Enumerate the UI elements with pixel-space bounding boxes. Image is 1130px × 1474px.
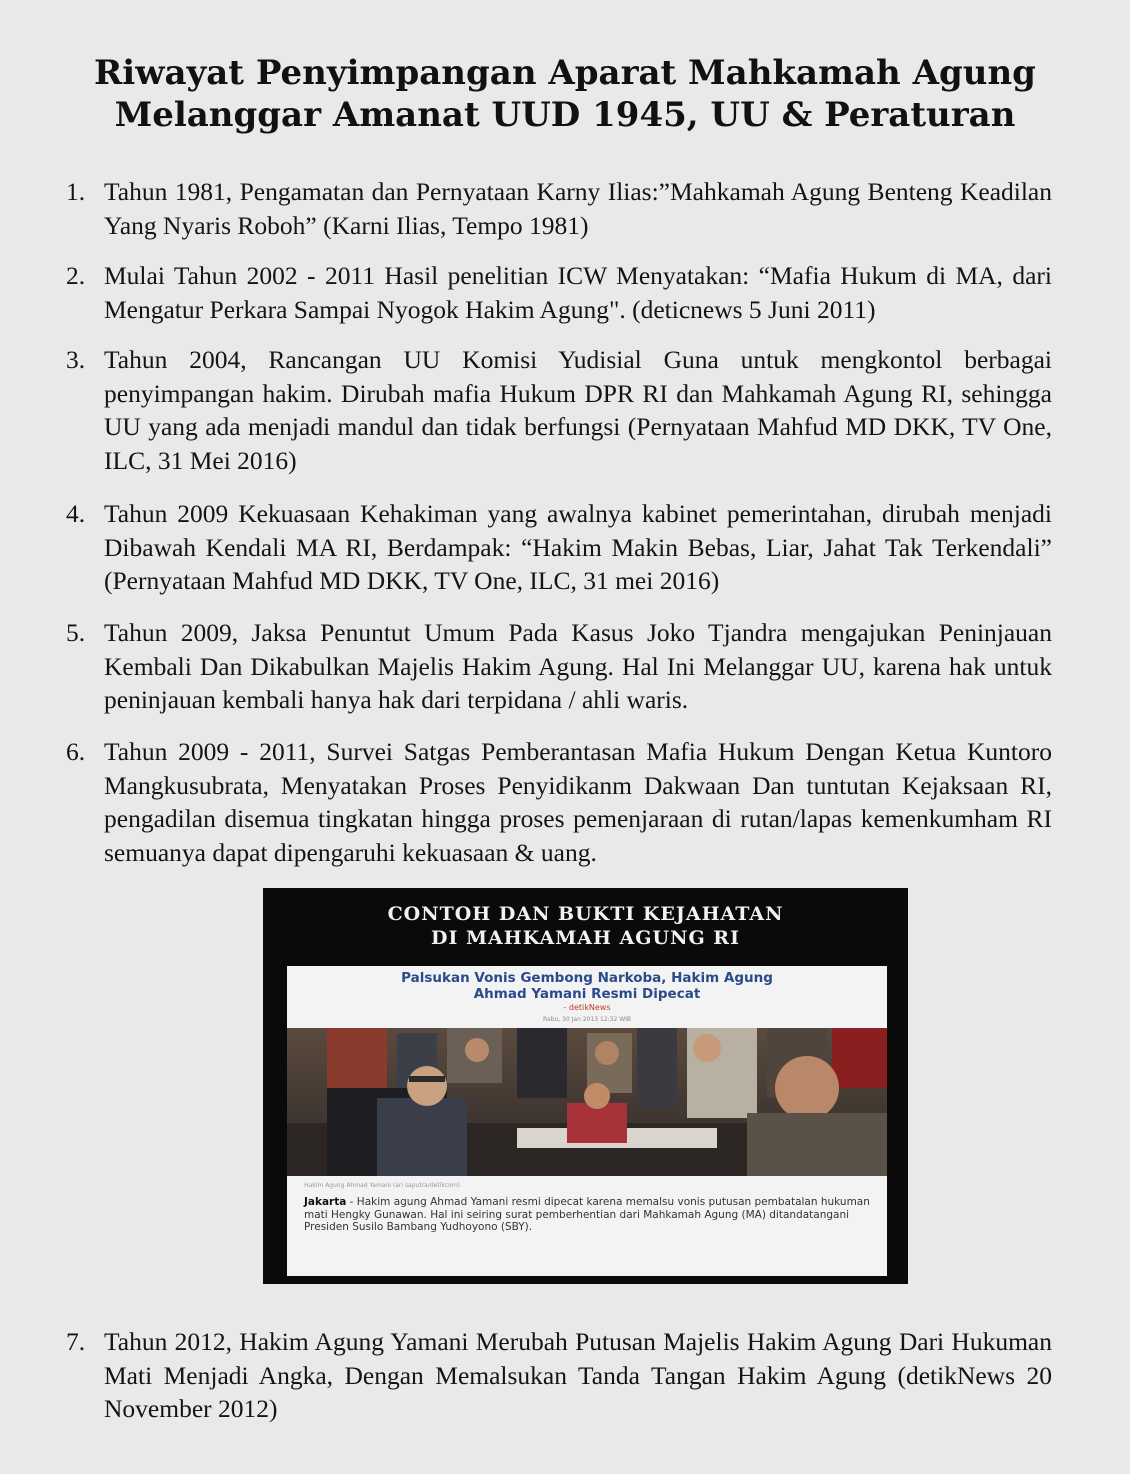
item-text: Tahun 1981, Pengamatan dan Pernyataan Karny Ilias:”Mahkamah Agung Benteng Keadilan Yang Nyaris Roboh” (Karni Ilias, Tempo 1981)	[104, 177, 1052, 240]
item-number: 4.	[66, 499, 86, 528]
article-headline-line-2: Ahmad Yamani Resmi Dipecat	[473, 986, 701, 1002]
item-number: 3.	[66, 345, 86, 374]
article-body	[304, 1196, 874, 1234]
article-photo	[287, 1028, 887, 1176]
courtroom-photo-illustration	[287, 1028, 887, 1176]
list-item	[66, 175, 1052, 242]
item-number: 7.	[66, 1327, 86, 1356]
item-text: Tahun 2009, Jaksa Penuntut Umum Pada Kasus Joko Tjandra mengajukan Peninjauan Kembali Dan Dikabulkan Majelis Hakim Agung. Hal Ini Melanggar UU, karena hak untuk peninjauan kembali hanya hak dari terpidana / ahli waris.	[104, 618, 1052, 714]
list-item	[66, 735, 1052, 869]
figure-heading-line-2: DI MAHKAMAH AGUNG RI	[431, 927, 740, 949]
article-headline-line-1: Palsukan Vonis Gembong Narkoba, Hakim Agung	[401, 970, 773, 986]
article-dateline: Jakarta	[304, 1196, 347, 1208]
article-source: - detikNews	[563, 1003, 611, 1012]
item-number: 6.	[66, 737, 86, 766]
photo-caption: Hakim Agung Ahmad Yamani (ari saputra/detikcom)	[304, 1182, 461, 1189]
title-line-1: Riwayat Penyimpangan Aparat Mahkamah Agung	[94, 53, 1036, 93]
item-text: Tahun 2012, Hakim Agung Yamani Merubah Putusan Majelis Hakim Agung Dari Hukuman Mati Menjadi Angka, Dengan Memalsukan Tanda Tangan Hakim Agung (detikNews 20 November 2012)	[104, 1327, 1052, 1423]
item-number: 5.	[66, 618, 86, 647]
item-text: Tahun 2009 - 2011, Survei Satgas Pemberantasan Mafia Hukum Dengan Ketua Kuntoro Mangkusubrata, Menyatakan Proses Penyidikanm Dakwaan Dan tuntutan Kejaksaan RI, pengadilan disemua tingkatan hingga proses pemenjaraan di rutan/lapas kemenkumham RI semuanya dapat dipengaruhi kekuasaan & uang.	[104, 737, 1052, 867]
evidence-figure	[263, 888, 908, 1284]
list-item	[66, 1325, 1052, 1426]
item-number: 1.	[66, 177, 86, 206]
list-item	[66, 343, 1052, 477]
article-date: Rabu, 30 Jan 2013 12:32 WIB	[542, 1016, 632, 1023]
item-text: Mulai Tahun 2002 - 2011 Hasil penelitian ICW Menyatakan: “Mafia Hukum di MA, dari Mengatur Perkara Sampai Nyogok Hakim Agung". (deticnews 5 Juni 2011)	[104, 261, 1052, 324]
title-line-2: Melanggar Amanat UUD 1945, UU & Peraturan	[114, 95, 1016, 135]
item-text: Tahun 2004, Rancangan UU Komisi Yudisial Guna untuk mengkontol berbagai penyimpangan hakim. Dirubah mafia Hukum DPR RI dan Mahkamah Agung RI, sehingga UU yang ada menjadi mandul dan tidak berfungsi (Pernyataan Mahfud MD DKK, TV One, ILC, 31 Mei 2016)	[104, 345, 1052, 475]
figure-heading-line-1: CONTOH DAN BUKTI KEJAHATAN	[387, 903, 784, 925]
item-number: 2.	[66, 261, 86, 290]
article-body-text: - Hakim agung Ahmad Yamani resmi dipecat karena memalsu vonis putusan pembatalan hukuman mati Hengky Gunawan. Hal ini seiring surat pemberhentian dari Mahkamah Agung (MA) ditandatangani Presiden Susilo Bambang Yudhoyono (SBY).	[304, 1196, 870, 1233]
page-title	[60, 52, 1070, 136]
figure-heading	[263, 902, 908, 950]
item-text: Tahun 2009 Kekuasaan Kehakiman yang awalnya kabinet pemerintahan, dirubah menjadi Dibawah Kendali MA RI, Berdampak: “Hakim Makin Bebas, Liar, Jahat Tak Terkendali” (Pernyataan Mahfud MD DKK, TV One, ILC, 31 mei 2016)	[104, 499, 1052, 595]
list-item	[66, 259, 1052, 326]
news-article-screenshot	[287, 966, 887, 1276]
list-item	[66, 616, 1052, 717]
list-item	[66, 497, 1052, 598]
article-headline	[297, 970, 877, 1002]
